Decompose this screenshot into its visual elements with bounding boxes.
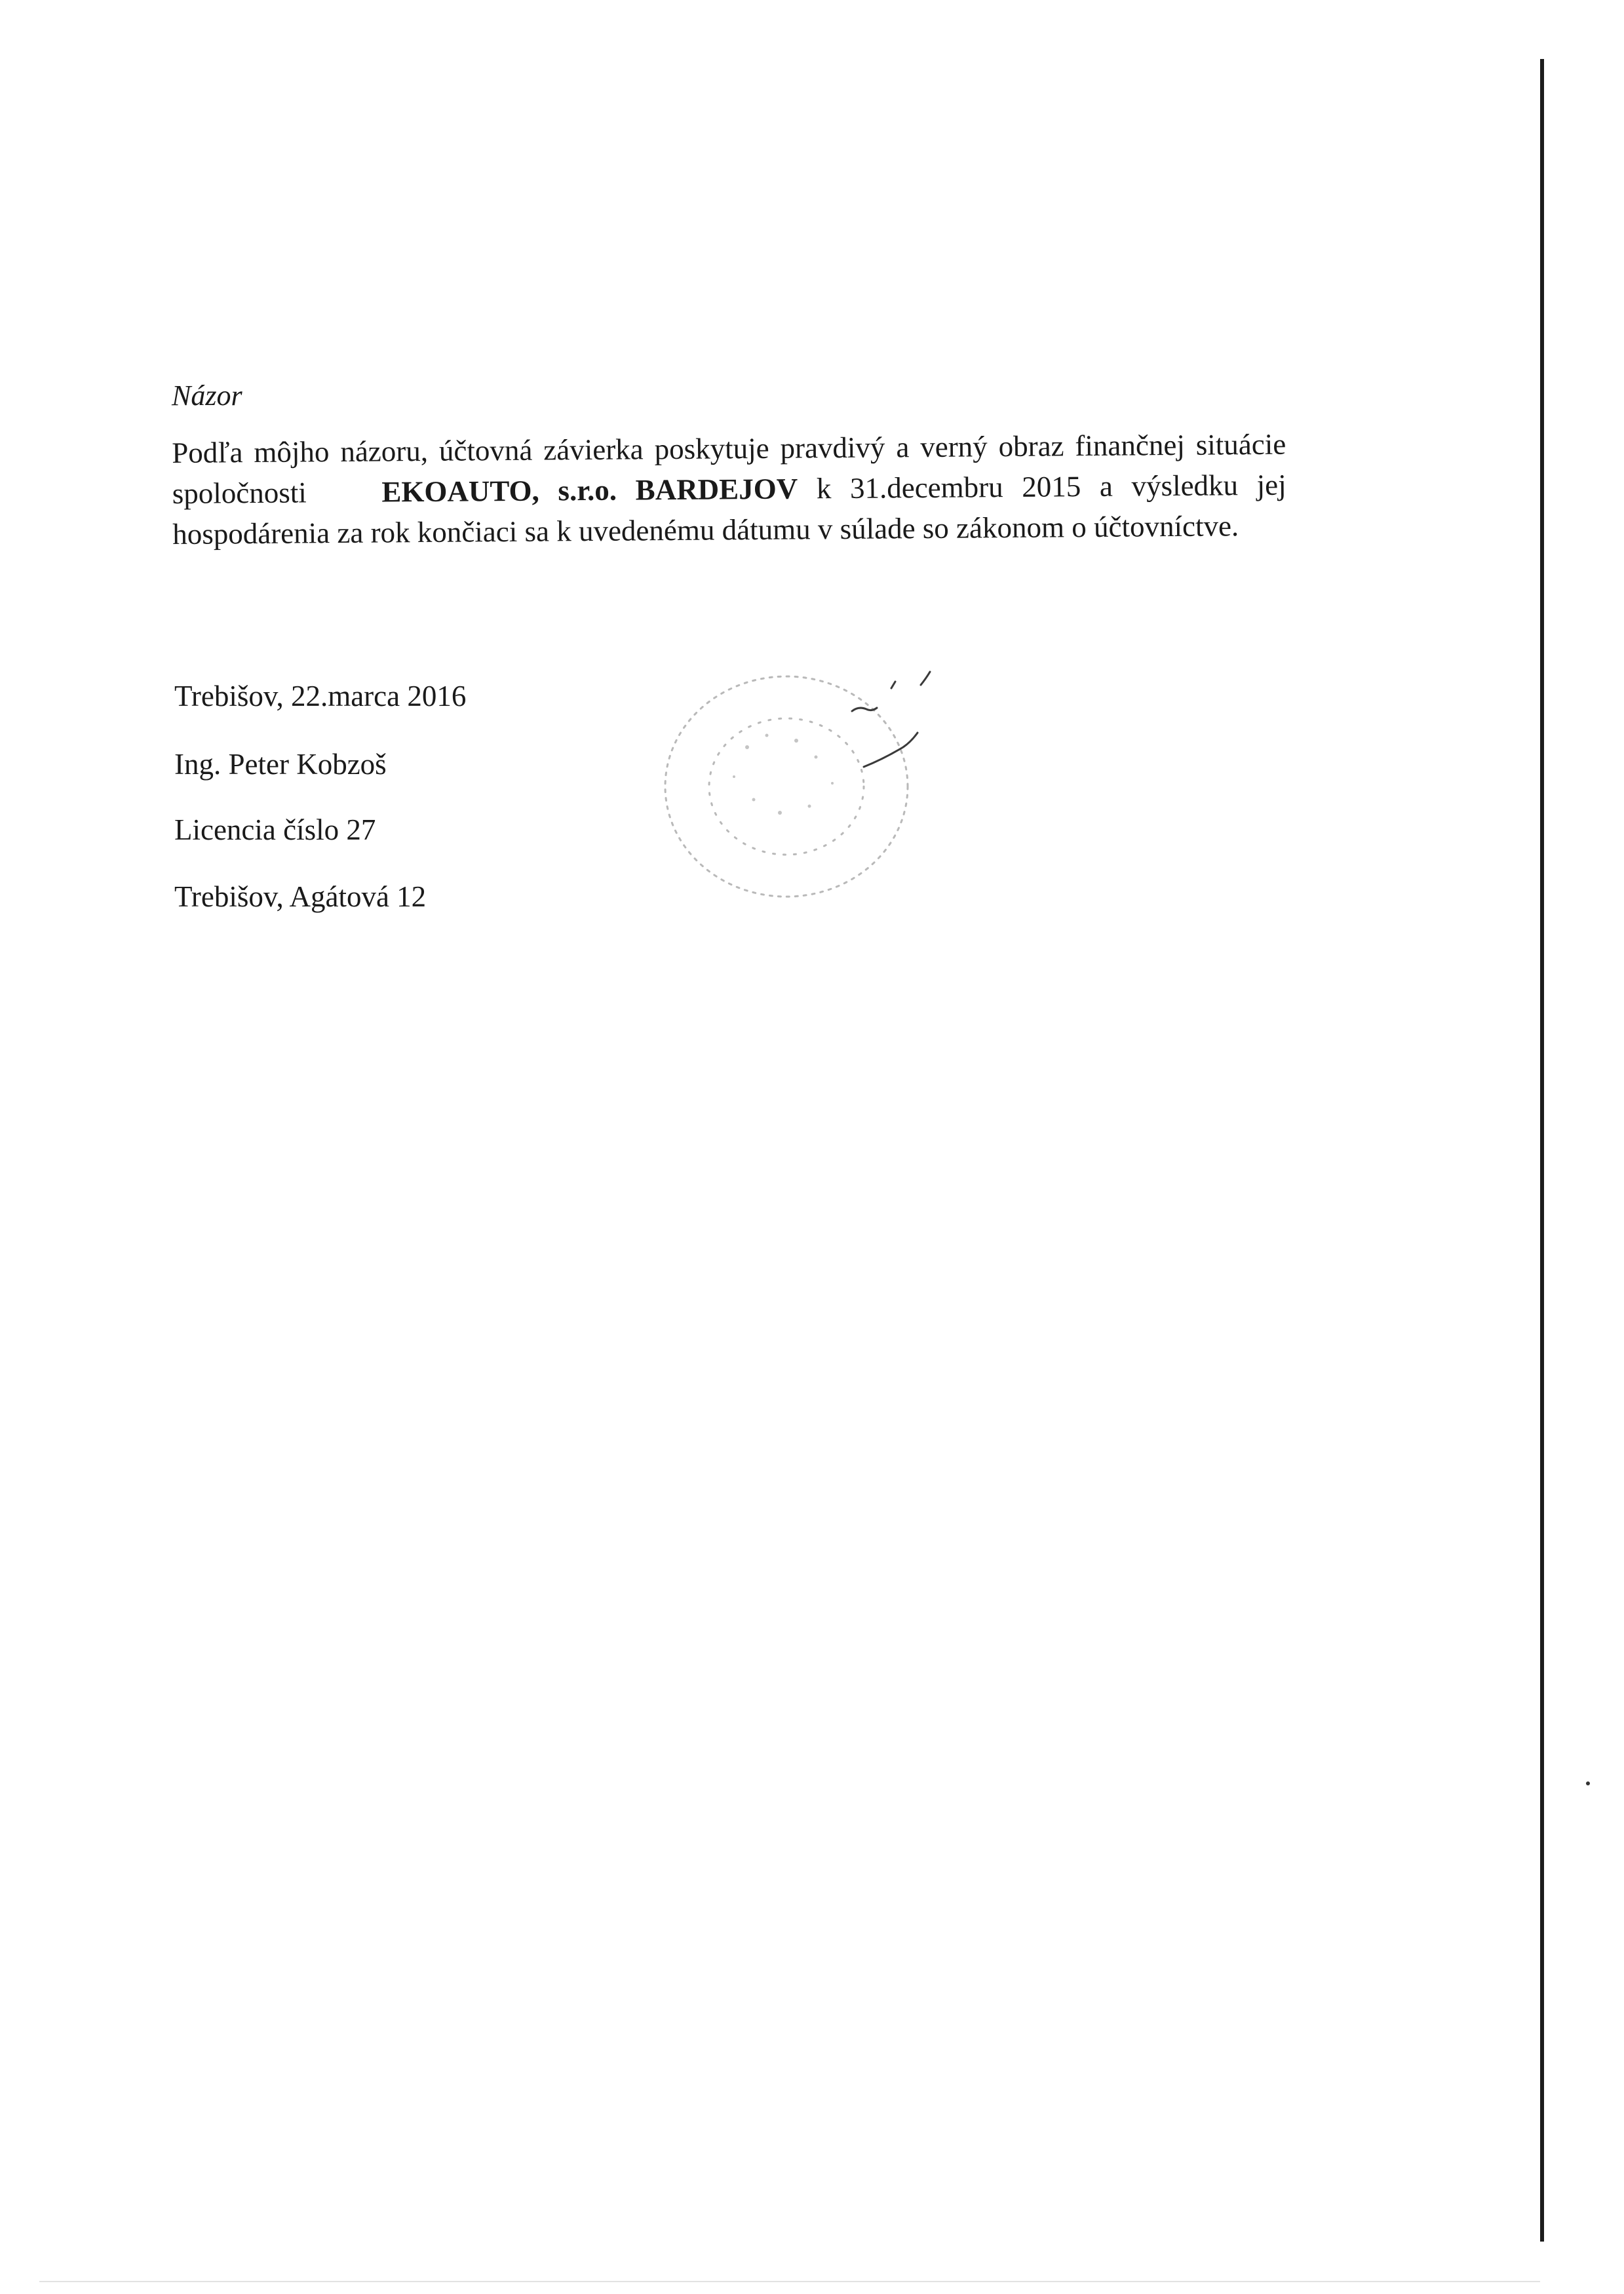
signature-stroke: [864, 733, 918, 767]
scan-speck: [1586, 1781, 1590, 1785]
scan-edge-line: [1540, 59, 1544, 2242]
stamp-inner-ring: [709, 718, 864, 855]
scan-bottom-line: [39, 2281, 1540, 2282]
opinion-paragraph: [172, 424, 1286, 554]
place-date: Trebišov, 22.marca 2016: [174, 680, 467, 712]
paragraph-text-end: k 31.decembru 2015 a výsledku jej hospodárenia za rok končiaci sa k uvedenému dátumu v súlade so zákonom o účtovníctve.: [172, 468, 1286, 551]
auditor-name: Ing. Peter Kobzoš: [174, 748, 387, 781]
auditor-address: Trebišov, Agátová 12: [174, 880, 427, 913]
section-heading: Názor: [172, 379, 242, 412]
signature-stroke: [891, 682, 895, 688]
company-name: EKOAUTO, s.r.o. BARDEJOV: [381, 472, 798, 509]
license-number: Licencia číslo 27: [174, 813, 376, 846]
paragraph-text-start: Podľa môjho názoru, účtovná závierka poskytuje pravdivý a verný obraz finančnej situácie spoločnosti: [172, 427, 1286, 510]
faint-stamp-and-signature: [655, 649, 996, 924]
signature-stroke: [921, 672, 930, 685]
